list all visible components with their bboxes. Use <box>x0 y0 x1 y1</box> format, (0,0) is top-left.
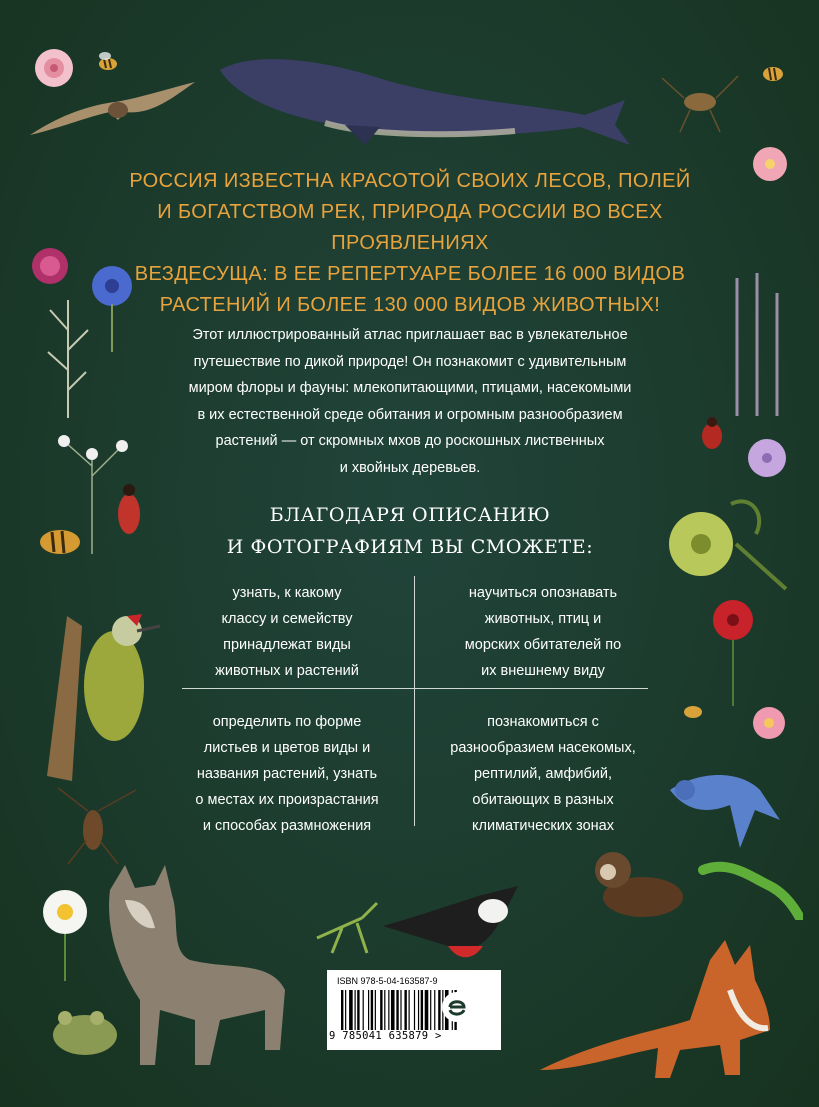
dry-grass-illustration <box>38 290 98 420</box>
pink-flower-illustration <box>750 704 788 742</box>
barcode-bar <box>355 990 356 1030</box>
green-woodpecker-illustration <box>42 596 162 786</box>
otter-illustration <box>588 842 688 922</box>
subheading-line: БЛАГОДАРЯ ОПИСАНИЮ <box>269 504 551 526</box>
violet-flower-illustration <box>744 436 790 480</box>
isbn-barcode <box>327 970 501 1050</box>
feature-line: разнообразием насекомых, <box>450 740 636 756</box>
headline-line: РОССИЯ ИЗВЕСТНА КРАСОТОЙ СВОИХ ЛЕСОВ, ПОЛЕЙ <box>129 170 691 192</box>
intro-paragraph <box>150 322 670 481</box>
subheading-line: И ФОТОГРАФИЯМ ВЫ СМОЖЕТЕ: <box>226 536 594 558</box>
grid-horizontal-divider <box>182 688 648 689</box>
feature-line: узнать, к какому <box>232 585 342 601</box>
intro-line: путешествие по дикой природе! Он познакомит с удивительным <box>193 353 627 370</box>
publisher-logo-icon <box>440 990 474 1024</box>
feature-top-right <box>428 580 658 684</box>
features-subheading <box>170 499 650 563</box>
bee-illustration <box>680 700 706 722</box>
barcode-bar <box>384 990 385 1030</box>
feature-line: их внешнему виду <box>481 663 605 679</box>
dahlia-illustration <box>708 598 758 708</box>
barcode-bar <box>388 990 389 1030</box>
feature-line: названия растений, узнать <box>196 766 378 782</box>
barcode-bar <box>363 990 364 1030</box>
intro-line: в их естественной среде обитания и огромным разнообразием <box>197 406 623 423</box>
intro-line: и хвойных деревьев. <box>339 459 481 476</box>
barcode-bar <box>368 990 369 1030</box>
rose-illustration <box>32 46 76 90</box>
feature-line: определить по форме <box>212 714 362 730</box>
barcode-bar <box>380 990 382 1030</box>
feature-line: климатических зонах <box>472 818 614 834</box>
feature-line: морских обитателей по <box>464 637 622 653</box>
barcode-bar <box>396 990 398 1030</box>
barcode-bar <box>414 990 415 1030</box>
intro-line: миром флоры и фауны: млекопитающими, птицами, насекомыми <box>188 380 632 396</box>
barcode-bar <box>341 990 343 1030</box>
intro-line: растений — от скромных мхов до роскошных лиственных <box>215 433 605 449</box>
headline <box>110 166 710 321</box>
barcode-number: 9 785041 635879 > <box>329 1030 442 1042</box>
lizard-illustration <box>698 850 803 920</box>
barcode-bar <box>409 990 410 1030</box>
headline-line: РАСТЕНИЙ И БОЛЕЕ 130 000 ВИДОВ ЖИВОТНЫХ! <box>159 294 661 316</box>
barcode-bar <box>375 990 376 1030</box>
barcode-bar <box>434 990 435 1030</box>
feature-top-left <box>172 580 402 684</box>
feature-line: принадлежат виды <box>223 637 351 653</box>
bluebird-illustration <box>660 760 780 850</box>
barcode-bar <box>345 990 346 1030</box>
intro-line: Этот иллюстрированный атлас приглашает вас в увлекательное <box>192 327 628 343</box>
pink-flower-illustration <box>750 144 790 184</box>
feature-line: обитающих в разных <box>472 792 614 808</box>
isbn-label: ISBN 978-5-04-163587-9 <box>337 976 438 986</box>
feature-line: животных и растений <box>215 663 359 679</box>
longhorn-beetle-illustration <box>660 70 740 140</box>
barcode-bar <box>430 990 431 1030</box>
feature-line: познакомиться с <box>487 714 599 730</box>
ground-beetle-illustration <box>112 480 146 540</box>
thistle-illustration <box>28 244 72 288</box>
lavender-illustration <box>722 268 792 418</box>
barcode-bar <box>371 990 373 1030</box>
hellebore-illustration <box>656 484 796 594</box>
fox-illustration <box>540 920 775 1080</box>
feature-line: листьев и цветов виды и <box>203 740 371 756</box>
feature-line: и способах размножения <box>202 818 372 834</box>
grid-vertical-divider <box>414 576 415 826</box>
barcode-bar <box>349 990 353 1030</box>
bee-illustration <box>32 520 84 560</box>
spotted-woodpecker-illustration <box>378 876 538 971</box>
wolf-illustration <box>100 860 295 1070</box>
headline-line: И БОГАТСТВОМ РЕК, ПРИРОДА РОССИИ ВО ВСЕХ ПРОЯВЛЕНИЯХ <box>157 201 663 254</box>
barcode-bar <box>404 990 406 1030</box>
beetle-illustration <box>694 414 730 454</box>
feature-line: о местах их произрастания <box>195 792 379 808</box>
whale-illustration <box>215 45 635 145</box>
barcode-bar <box>391 990 395 1030</box>
mantis-illustration <box>312 898 382 956</box>
barcode-bar <box>400 990 401 1030</box>
feature-bottom-left <box>172 709 402 839</box>
longhorn-beetle-illustration <box>48 786 138 866</box>
barcode-bar <box>425 990 429 1030</box>
barcode-bar <box>418 990 419 1030</box>
feature-line: животных, птиц и <box>484 611 602 627</box>
daisy-illustration <box>38 888 92 983</box>
bee-illustration <box>758 58 788 86</box>
barcode-bar <box>421 990 423 1030</box>
barcode-bar <box>357 990 359 1030</box>
feature-line: рептилий, амфибий, <box>473 766 613 782</box>
frog-illustration <box>45 1000 125 1062</box>
feature-line: научиться опознавать <box>468 585 618 601</box>
feature-bottom-right <box>428 709 658 839</box>
bee-illustration <box>95 50 121 74</box>
headline-line: ВЕЗДЕСУЩА: В ЕЕ РЕПЕРТУАРЕ БОЛЕЕ 16 000 ВИДОВ <box>134 263 686 285</box>
feature-line: классу и семейству <box>221 611 353 627</box>
